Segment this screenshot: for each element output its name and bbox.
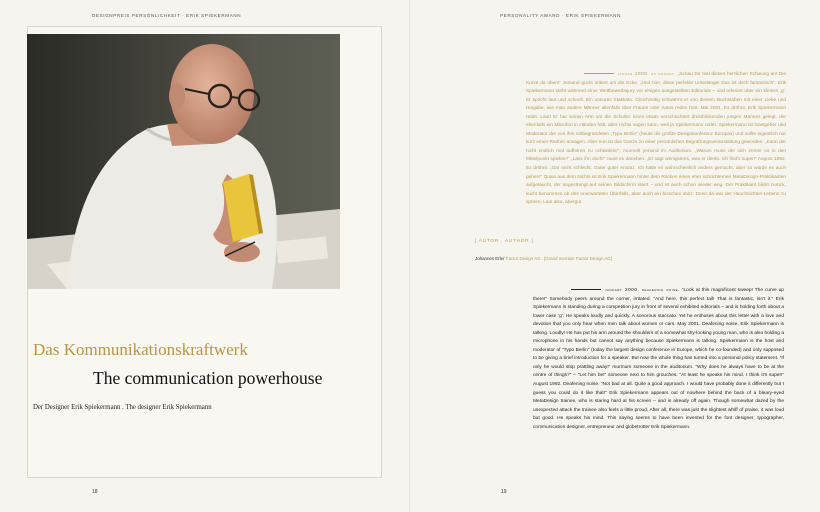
running-head-right: PERSONALITY AWARD · ERIK SPIEKERMANN [500, 13, 621, 18]
author-role: Factor Design AG . [Grand member Factor Design AG] [505, 256, 612, 261]
dash-rule [584, 73, 614, 74]
english-intro: january 2000. deafening noise. [604, 288, 680, 293]
page-spine [409, 0, 410, 512]
german-intro: januar 2000. es dröhnt. [617, 72, 677, 77]
page-number-left: 18 [92, 489, 98, 495]
title-german: Das Kommunikationskraftwerk [33, 340, 248, 359]
running-head-left: DESIGNPREIS PERSÖNLICHKEIT · ERIK SPIEKERMANN [92, 13, 242, 18]
author-credit [475, 256, 612, 261]
portrait-photo [27, 34, 340, 289]
byline: Der Designer Erik Spiekermann . The designer Erik Spiekermann [33, 404, 212, 411]
author-name: Johannes Erler [475, 256, 505, 261]
author-label: [ AUTOR . AUTHOR ] [475, 239, 534, 244]
dash-rule [571, 289, 601, 290]
page-number-right: 19 [501, 489, 507, 495]
english-body: “Look at this magnificent sweep! The curve up there!” Somebody peers around the corner, irritated. “And here, this perfect tail! That is fantastic, isn't it.” Erik Spiekermann is standing during a competition jury in front of several exhibited editorials – and is holding forth about a lower case ‘g’. He speaks loudly and quickly. A sonorous staccato. Yet he enthuses about this letter with a love and devotion that you only hear when men talk about women or cars. May 2001. Deafening noise. Erik Spiekermann is talking. Loudly! He has put his arm around the shoulders of a somewhat shy-looking young man, who is also holding a microphone in his hands but cannot say anything because Spiekermann is talking. Spiekermann is the host and moderator of “Typo Berlin” (today the largest design conference in Europe, which he co-founded) and only supposed to be giving a brief introduction for a speaker. But now the whole thing has turned into a personal policy statement. “If only he would stop prattling away!” murmurs someone in the auditorium. “Why does he always have to be at the centre of things?” – “Let him be!” someone next to him grouches. “At least he speaks his mind. I think it's super!” August 1992. Deafening noise. “Not bad at all. Quite a good approach. I would have probably done it differently but I guess you could do it like that!” Erik Spiekermann appears out of nowhere behind the back of a bleary-eyed MetaDesign trainee, who is staring hard at his screen – and is already off again. Though somewhat dazed by the unexpected attack the trainee also feels a little proud. After all, there was just the slightest whiff of praise, it was loud but good. He speaks his mind. This saying seems to have been invented for the font designer, typographer, communication designer, entrepreneur and globetrotter Erik Spiekermann. [533, 288, 784, 430]
english-article-text [533, 287, 784, 432]
german-body: „Schau Dir mal diesen herrlichen Schwung an! Die Kurve da oben!“ Jemand guckt irritiert um die Ecke. „Und hier, diese perfekte Unterlänge! Das ist doch fantastisch“. Erik Spiekermann steht während einer Wettbewerbsjury vor einigen ausgestellten Editorials – und referiert über ein kleines ‚g‘. Er spricht laut und schnell. Ein sonores Stakkato. Gleichzeitig schwärmt er von diesem Buchstaben mit einer Liebe und Hingabe, wie man andere Männer allenfalls über Frauen oder Autos reden hört. Mai 2001. Es dröhnt. Erik Spiekermann redet. Laut! Er hat seinen Arm um die Schulter eines etwas verschüchtert dreinblickenden jungen Mannes gelegt, der ebenfalls ein Mikrofon in Händen hält, aber nichts sagen kann, weil ja Spiekermann redet. Spiekermann ist Gastgeber und Moderator der von ihm mitbegründeten „Typo Berlin“ (heute die größte Designkonferenz Europas) und sollte eigentlich nur kurz einen Redner ansagen. Aber nun ist das Ganze zu einer persönlichen Begrüßungsveranstaltung geworden. „Kann der nicht endlich mal aufhören zu schwafeln!“, murmelt jemand im Auditorium. „Warum muss der sich immer so in den Mittelpunkt spielen?“ „Lass ihn doch!“ raunt es daneben. „Er sagt wenigstens, was er denkt. Ich find's super!“ August 1992. Es dröhnt. „Gar nicht schlecht. Guter guter Ansatz. Ich hätte es wahrscheinlich anders gemacht, aber so würde es auch gehen!“ Quasi aus dem Nichts ist Erik Spiekermann hinter dem Rücken eines eher schüchternen MetaDesign-Praktikanten aufgetaucht, der angestrengt auf seinen Bildschirm starrt – und ist auch schon wieder weg. Der Praktikant blickt zurück, leicht benommen ob des unerwarteten Überfalls, aber auch ein bisschen stolz. Denn da war der Hauchsichten-Lebens zu spüren. Laut also, abergut. [526, 72, 787, 206]
german-article-text [526, 71, 786, 208]
title-english: The communication powerhouse [93, 368, 323, 388]
